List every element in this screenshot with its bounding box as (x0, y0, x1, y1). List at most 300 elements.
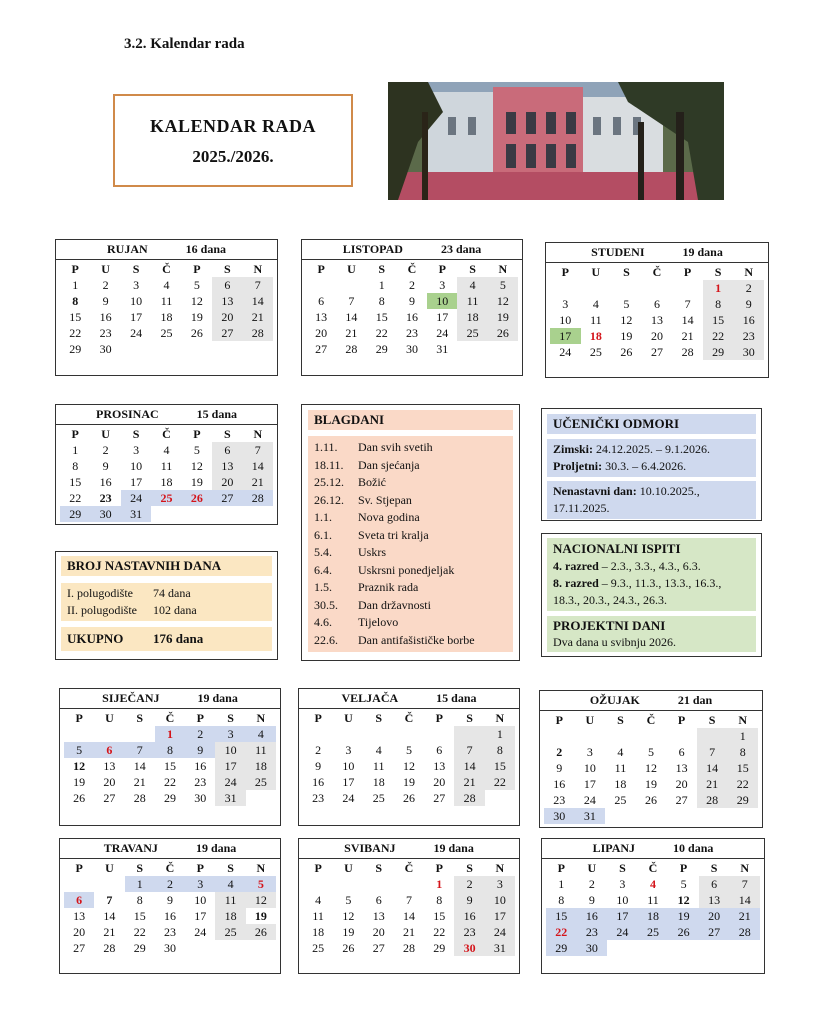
day-cell: 12 (73, 759, 86, 773)
day-cell: 27 (675, 793, 688, 807)
month-travanj (59, 838, 281, 974)
day-cell: 9 (185, 742, 215, 758)
day-cell: 20 (650, 329, 663, 343)
day-cell: 23 (405, 326, 418, 340)
empty-day-cell (611, 280, 642, 296)
day-cell: 7 (405, 893, 412, 907)
day-cell: 11 (215, 892, 245, 908)
day-cell: 9 (315, 759, 322, 773)
p2-label: II. polugodište (67, 603, 137, 617)
holiday-date: 30.5. (314, 597, 338, 612)
day-cell: 5 (193, 443, 200, 457)
empty-day-cell (64, 876, 94, 892)
empty-day-cell (306, 277, 336, 293)
weekday-header: P (314, 861, 322, 875)
day-cell: 22 (69, 326, 82, 340)
day-cell: 24 (436, 326, 449, 340)
day-cell: 6 (212, 277, 242, 293)
day-cell: 19 (488, 309, 518, 325)
holiday-name: Dan sjećanja (358, 457, 420, 472)
day-cell: 20 (372, 925, 385, 939)
day-cell: 2 (185, 726, 215, 742)
month-name: VELJAČA (341, 691, 399, 705)
day-cell: 26 (342, 941, 355, 955)
day-cell: 25 (215, 924, 245, 940)
day-cell: 17 (485, 908, 515, 924)
odmori-panel (541, 408, 762, 521)
r8-dates: – 9.3., 11.3., 13.3., 16.3., (598, 576, 722, 590)
weekday-header: S (136, 711, 144, 725)
day-cell: 23 (312, 791, 325, 805)
day-cell: 27 (372, 941, 385, 955)
day-cell: 12 (488, 293, 518, 309)
day-cell: 20 (103, 775, 116, 789)
empty-day-cell (364, 726, 394, 742)
empty-day-cell (94, 726, 124, 742)
title-line1: KALENDAR RADA (149, 116, 316, 136)
day-cell: 22 (375, 326, 388, 340)
day-cell: 28 (402, 941, 415, 955)
weekday-header: U (347, 262, 356, 276)
holiday-date: 22.6. (314, 632, 338, 647)
day-cell: 4 (375, 743, 382, 757)
day-cell: 6 (436, 743, 443, 757)
weekday-header: S (619, 861, 626, 875)
ispiti-panel (541, 533, 762, 657)
day-cell: 26 (190, 326, 203, 340)
month-prosinac (55, 404, 278, 525)
month-rujan (55, 239, 278, 376)
empty-day-cell (94, 876, 124, 892)
month-listopad (301, 239, 523, 376)
weekday-header: U (344, 711, 353, 725)
day-cell: 24 (130, 326, 143, 340)
day-cell: 11 (312, 909, 324, 923)
day-cell: 10 (583, 761, 596, 775)
day-cell: 8 (72, 294, 79, 308)
day-cell: 30 (454, 940, 484, 956)
day-cell: 28 (729, 924, 760, 940)
day-cell: 17 (194, 909, 207, 923)
day-cell: 13 (650, 313, 663, 327)
month-days-count: 19 dana (197, 691, 238, 705)
day-cell: 14 (133, 759, 146, 773)
day-cell: 27 (212, 325, 242, 341)
weekday-header: P (193, 427, 201, 441)
month-sijecanj (59, 688, 281, 826)
day-cell: 2 (102, 278, 109, 292)
day-cell: 3 (619, 877, 626, 891)
month-days-count: 19 dana (682, 245, 723, 259)
day-cell: 23 (454, 924, 484, 940)
day-cell: 14 (681, 313, 694, 327)
day-cell: 5 (345, 893, 352, 907)
day-cell: 4 (215, 876, 245, 892)
day-cell: 14 (402, 909, 415, 923)
day-cell: 19 (402, 775, 415, 789)
day-cell: 10 (427, 293, 457, 309)
month-days-count: 10 dana (673, 841, 714, 855)
day-cell: 10 (559, 313, 572, 327)
day-cell: 9 (102, 294, 109, 308)
day-cell: 8 (155, 742, 185, 758)
day-cell: 2 (588, 877, 595, 891)
odmori-title-bar (547, 414, 756, 434)
month-ozujak (539, 690, 763, 828)
day-cell: 3 (485, 876, 515, 892)
day-cell: 27 (103, 791, 116, 805)
day-cell: 26 (488, 325, 518, 341)
day-cell: 3 (345, 743, 352, 757)
day-cell: 13 (699, 892, 730, 908)
day-cell: 11 (246, 742, 276, 758)
day-cell: 1 (558, 877, 565, 891)
weekday-header: N (498, 262, 508, 276)
empty-day-cell (636, 728, 667, 744)
weekday-header: Č (652, 265, 662, 279)
day-cell: 19 (190, 310, 203, 324)
day-cell: 15 (375, 310, 388, 324)
day-cell: 18 (160, 310, 173, 324)
day-cell: 16 (194, 759, 207, 773)
day-cell: 14 (345, 310, 358, 324)
day-cell: 7 (348, 294, 355, 308)
day-cell: 15 (485, 758, 515, 774)
day-cell: 6 (375, 893, 382, 907)
day-cell: 2 (408, 278, 415, 292)
day-cell: 15 (133, 909, 146, 923)
month-name: TRAVANJ (103, 841, 158, 855)
day-cell: 12 (190, 459, 203, 473)
day-cell: 14 (729, 892, 760, 908)
holiday-date: 5.4. (314, 545, 332, 559)
weekday-header: S (710, 861, 718, 875)
empty-day-cell (336, 277, 366, 293)
day-cell: 25 (614, 793, 627, 807)
day-cell: 15 (69, 310, 82, 324)
empty-day-cell (544, 728, 575, 744)
day-cell: 4 (617, 745, 624, 759)
day-cell: 28 (454, 790, 484, 806)
empty-day-cell (364, 876, 394, 892)
empty-day-cell (581, 280, 612, 296)
empty-day-cell (394, 726, 424, 742)
day-cell: 22 (727, 776, 758, 792)
holiday-date: 1.11. (314, 440, 338, 454)
month-days-count: 15 dana (196, 407, 238, 421)
day-cell: 20 (73, 925, 86, 939)
day-cell: 25 (246, 774, 276, 790)
holiday-name: Dan svih svetih (358, 440, 433, 454)
day-cell: 15 (433, 909, 446, 923)
day-cell: 16 (553, 777, 566, 791)
weekday-header: S (227, 861, 234, 875)
day-cell: 8 (703, 296, 734, 312)
day-cell: 1 (378, 278, 385, 292)
projektni-text: Dva dana u svibnju 2026. (553, 635, 676, 649)
day-cell: 29 (60, 506, 90, 522)
weekday-header: U (105, 711, 114, 725)
day-cell: 14 (454, 758, 484, 774)
day-cell: 20 (699, 908, 730, 924)
odmori-dates (547, 439, 756, 477)
day-cell: 28 (345, 342, 358, 356)
day-cell: 4 (592, 297, 599, 311)
day-cell: 12 (677, 893, 690, 907)
day-cell: 28 (697, 792, 728, 808)
day-cell: 14 (697, 760, 728, 776)
day-cell: 24 (194, 925, 207, 939)
weekday-header: U (585, 713, 595, 727)
blagdani-panel (301, 404, 520, 661)
weekday-header: S (224, 427, 231, 441)
day-cell: 16 (405, 310, 418, 324)
day-cell: 16 (163, 909, 176, 923)
day-cell: 3 (562, 297, 569, 311)
day-cell: 5 (647, 745, 654, 759)
proljetni-value: 30.3. – 6.4.2026. (605, 459, 687, 473)
month-veljaca (298, 688, 520, 826)
day-cell: 5 (623, 297, 630, 311)
title-line2: 2025./2026. (192, 147, 274, 166)
month-name: LIPANJ (592, 841, 636, 855)
day-cell: 18 (215, 908, 245, 924)
day-cell: 8 (558, 893, 565, 907)
day-cell: 9 (588, 893, 595, 907)
day-cell: 19 (73, 775, 86, 789)
month-days-count: 21 dan (677, 693, 713, 707)
day-cell: 10 (194, 893, 207, 907)
day-cell: 9 (733, 296, 764, 312)
day-cell: 19 (668, 908, 699, 924)
day-cell: 16 (577, 908, 608, 924)
day-cell: 22 (433, 925, 446, 939)
holiday-name: Tijelovo (358, 615, 399, 629)
weekday-header: P (561, 265, 569, 279)
day-cell: 30 (577, 940, 608, 956)
day-cell: 13 (103, 759, 116, 773)
day-cell: 3 (586, 745, 593, 759)
day-cell: 1 (703, 280, 734, 296)
day-cell: 1 (727, 728, 758, 744)
day-cell: 27 (73, 941, 86, 955)
day-cell: 18 (614, 777, 627, 791)
day-cell: 4 (246, 726, 276, 742)
day-cell: 25 (589, 345, 602, 359)
day-cell: 27 (212, 490, 242, 506)
day-cell: 6 (699, 876, 730, 892)
weekday-header: N (495, 711, 505, 725)
weekday-header: Č (165, 861, 175, 875)
empty-day-cell (575, 728, 606, 744)
day-cell: 2 (454, 876, 484, 892)
day-cell: 26 (668, 924, 699, 940)
day-cell: 17 (607, 908, 638, 924)
day-cell: 10 (342, 759, 355, 773)
holiday-name: Sveta tri kralja (358, 527, 429, 542)
weekday-header: N (256, 711, 266, 725)
day-cell: 28 (681, 345, 694, 359)
weekday-header: U (105, 861, 114, 875)
weekday-header: P (555, 713, 563, 727)
empty-day-cell (394, 876, 424, 892)
day-cell: 10 (616, 893, 629, 907)
day-cell: 24 (583, 793, 596, 807)
day-cell: 30 (99, 342, 112, 356)
day-cell: 26 (644, 793, 657, 807)
odmori-title: UČENIČKI ODMORI (553, 416, 680, 431)
day-cell: 30 (90, 506, 120, 522)
month-name: RUJAN (106, 242, 148, 256)
weekday-header: S (375, 711, 383, 725)
day-cell: 3 (439, 278, 446, 292)
day-cell: 13 (212, 458, 242, 474)
weekday-header: S (466, 711, 473, 725)
broj-title-bar (61, 556, 272, 576)
day-cell: 12 (620, 313, 633, 327)
day-cell: 13 (675, 761, 688, 775)
day-cell: 16 (99, 310, 112, 324)
weekday-header: P (314, 711, 322, 725)
ispiti-box (547, 538, 756, 611)
day-cell: 12 (246, 892, 276, 908)
day-cell: 20 (675, 777, 688, 791)
weekday-header: N (253, 427, 263, 441)
day-cell: 17 (130, 310, 143, 324)
day-cell: 12 (644, 761, 657, 775)
day-cell: 21 (133, 775, 146, 789)
day-cell: 11 (647, 893, 659, 907)
weekday-header: U (101, 262, 110, 276)
zimski-value: 24.12.2025. – 9.1.2026. (596, 442, 711, 456)
weekday-header: P (683, 265, 692, 279)
school-building-photo (388, 82, 724, 200)
day-cell: 15 (69, 475, 82, 489)
day-cell: 15 (163, 759, 176, 773)
day-cell: 31 (215, 790, 245, 806)
day-cell: 30 (405, 342, 418, 356)
day-cell: 18 (160, 475, 173, 489)
day-cell: 11 (614, 761, 627, 775)
day-cell: 7 (684, 297, 691, 311)
day-cell: 1 (155, 726, 185, 742)
day-cell: 20 (315, 326, 328, 340)
day-cell: 27 (650, 345, 663, 359)
ukupno-label: UKUPNO (67, 631, 124, 646)
day-cell: 22 (133, 925, 146, 939)
day-cell: 11 (590, 313, 602, 327)
day-cell: 8 (436, 893, 443, 907)
weekday-header: N (740, 861, 750, 875)
weekday-header: P (75, 711, 83, 725)
day-cell: 15 (727, 760, 758, 776)
weekday-header: S (708, 713, 716, 727)
day-cell: 3 (133, 443, 140, 457)
day-cell: 21 (243, 309, 273, 325)
section-heading: 3.2. Kalendar rada (124, 36, 245, 52)
weekday-header: P (557, 861, 565, 875)
month-name: PROSINAC (95, 407, 159, 421)
day-cell: 10 (215, 742, 245, 758)
day-cell: 25 (638, 924, 669, 940)
day-cell: 7 (125, 742, 155, 758)
day-cell: 30 (194, 791, 207, 805)
day-cell: 18 (372, 775, 385, 789)
weekday-header: P (679, 861, 688, 875)
day-cell: 3 (133, 278, 140, 292)
broj-polugodista (61, 583, 272, 621)
weekday-header: Č (404, 711, 414, 725)
day-cell: 17 (215, 758, 245, 774)
day-cell: 27 (433, 791, 446, 805)
day-cell: 22 (163, 775, 176, 789)
holiday-date: 26.12. (314, 492, 344, 507)
day-cell: 29 (433, 941, 446, 955)
day-cell: 5 (193, 278, 200, 292)
r4-label: 4. razred (553, 559, 599, 573)
day-cell: 11 (457, 293, 487, 309)
day-cell: 26 (246, 924, 276, 940)
weekday-header: P (317, 262, 325, 276)
day-cell: 1 (485, 726, 515, 742)
day-cell: 18 (638, 908, 669, 924)
day-cell: 11 (160, 459, 173, 473)
month-name: SIJEČANJ (102, 691, 160, 705)
day-cell: 21 (243, 474, 273, 490)
holiday-name: Dan državnosti (358, 597, 431, 612)
day-cell: 9 (454, 892, 484, 908)
day-cell: 1 (72, 443, 79, 457)
day-cell: 24 (342, 791, 355, 805)
day-cell: 4 (163, 278, 170, 292)
day-cell: 13 (212, 293, 242, 309)
day-cell: 26 (73, 791, 86, 805)
day-cell: 26 (620, 345, 633, 359)
day-cell: 21 (103, 925, 116, 939)
day-cell: 5 (64, 742, 94, 758)
day-cell: 2 (315, 743, 322, 757)
day-cell: 31 (121, 506, 151, 522)
month-days-count: 23 dana (440, 242, 482, 256)
day-cell: 29 (703, 344, 734, 360)
day-cell: 6 (64, 892, 94, 908)
weekday-header: Č (165, 711, 175, 725)
weekday-header: S (378, 262, 386, 276)
day-cell: 1 (72, 278, 79, 292)
day-cell: 4 (163, 443, 170, 457)
empty-day-cell (550, 280, 581, 296)
title-box (113, 94, 353, 187)
weekday-header: S (375, 861, 383, 875)
day-cell: 28 (243, 325, 273, 341)
day-cell: 30 (733, 344, 764, 360)
day-cell: 27 (315, 342, 328, 356)
holiday-name: Uskrs (358, 545, 387, 559)
blagdani-list (308, 436, 513, 652)
holiday-name: Nova godina (358, 510, 420, 524)
day-cell: 24 (485, 924, 515, 940)
day-cell: 29 (727, 792, 758, 808)
day-cell: 3 (215, 726, 245, 742)
day-cell: 19 (620, 329, 633, 343)
day-cell: 7 (454, 742, 484, 758)
day-cell: 19 (254, 909, 267, 923)
holiday-date: 25.12. (314, 475, 344, 489)
day-cell: 23 (577, 924, 608, 940)
day-cell: 17 (342, 775, 355, 789)
weekday-header: N (253, 262, 263, 276)
day-cell: 9 (408, 294, 415, 308)
